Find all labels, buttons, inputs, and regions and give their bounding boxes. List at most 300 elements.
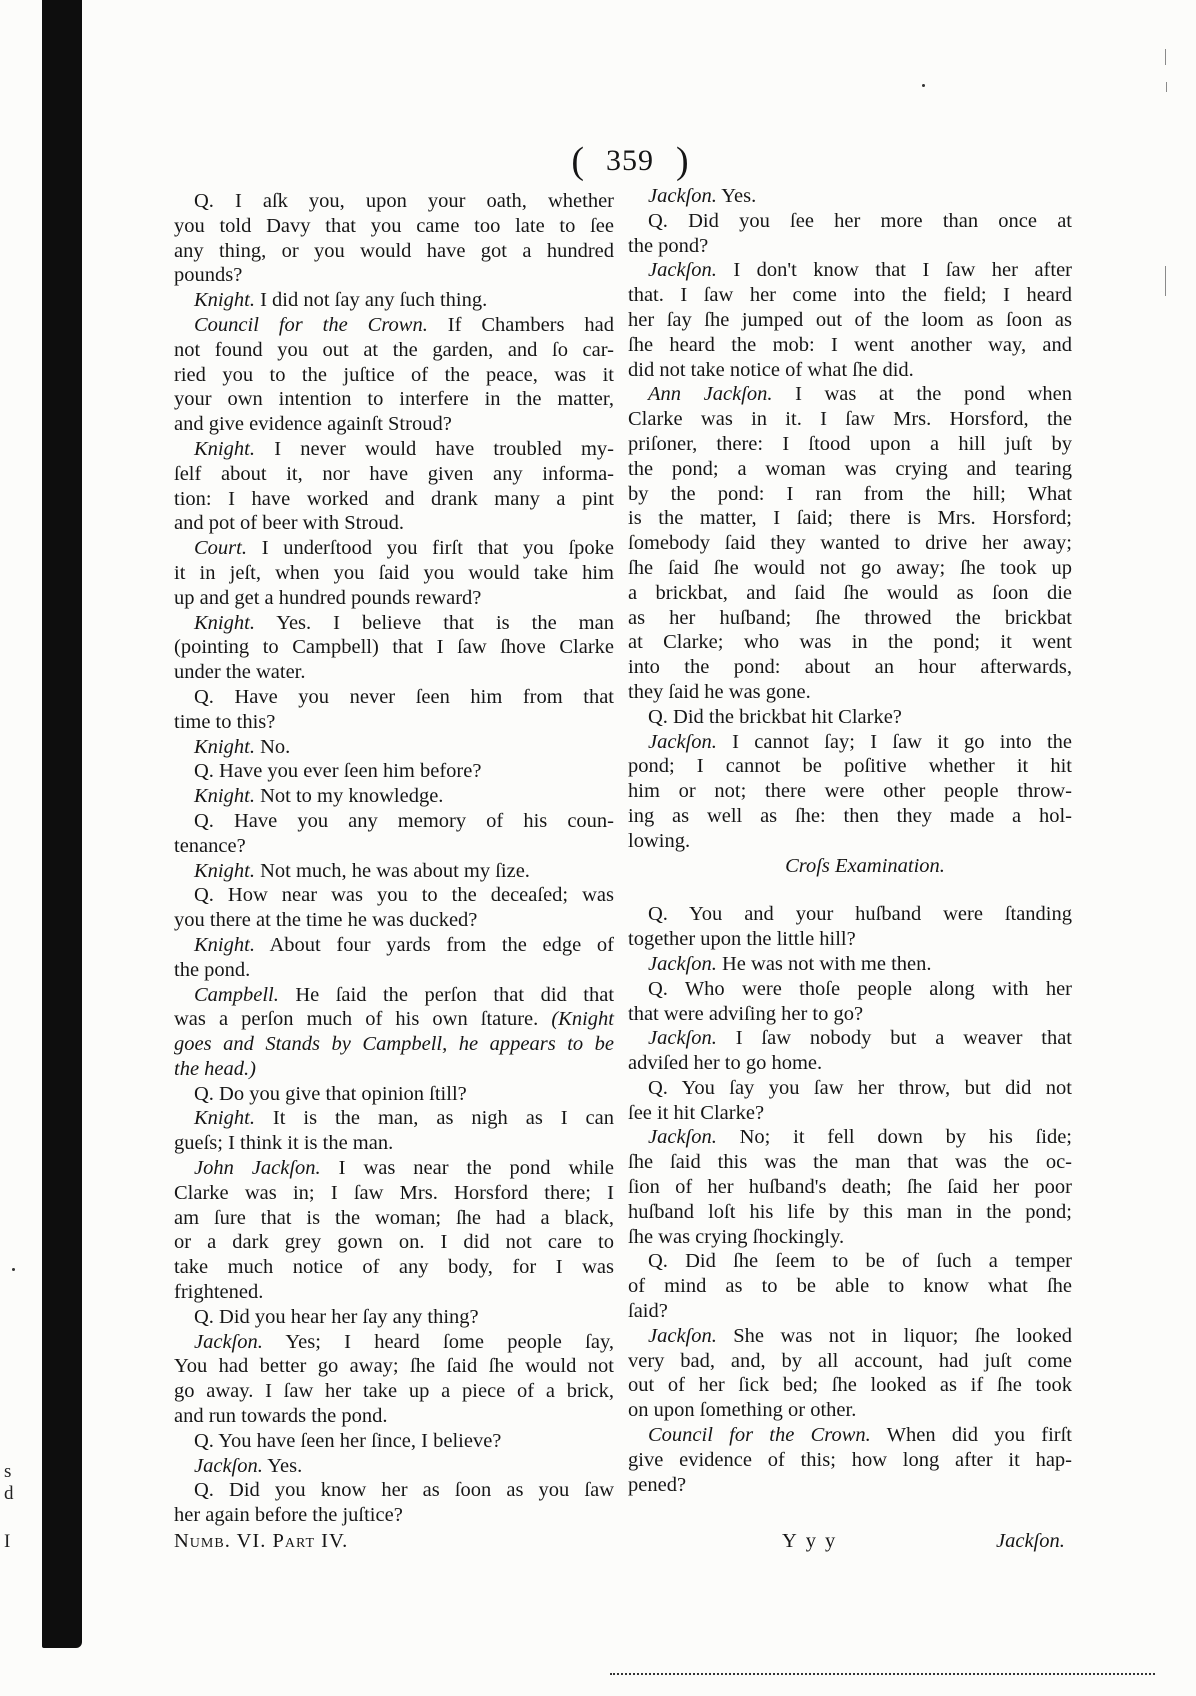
line-text: Not much, he was about my ſize. [260,859,530,882]
text-line [174,1429,614,1454]
text-line [628,1349,1072,1374]
testimony-paragraph [174,288,614,313]
line-text: tenance? [174,834,246,857]
line-text: ſion of her huſband's death; ſhe ſaid her poor [628,1176,1072,1199]
text-line [174,933,614,958]
line-text: Q. Did you ſee her more than once at [648,209,1072,232]
stage-direction: goes and Stands by Campbell, he appears to be [174,1033,614,1056]
line-content [174,413,452,435]
binding-shadow [42,0,82,1648]
testimony-paragraph [174,983,614,1082]
text-line [174,586,614,611]
line-content [628,1176,1072,1198]
text-line [174,536,614,561]
text-line [174,1404,614,1429]
line-text: your own intention to interfere in the matter, [174,388,614,411]
testimony-paragraph [628,258,1072,382]
line-content [628,1474,686,1496]
speaker-label: Campbell. [194,983,279,1006]
text-line [628,804,1072,829]
text-line [174,1032,614,1057]
line-content [174,909,477,931]
line-content [628,458,1072,480]
line-content [628,433,1072,455]
line-content [628,334,1072,356]
testimony-paragraph [628,730,1072,854]
line-text: time to this? [174,710,276,733]
question-paragraph [174,189,614,288]
line-text: Q. Did you know her as ſoon as you ſaw [194,1479,614,1502]
line-text: her again before the juſtice? [174,1504,403,1527]
testimony-paragraph [174,933,614,983]
line-text: Clarke was in; I ſaw Mrs. Horsford there; I [174,1181,614,1204]
line-text: him or not; there were other people throw- [628,780,1072,803]
testimony-paragraph [174,536,614,610]
speaker-label: Jackſon. [648,730,717,753]
speaker-label: Jackſon. [648,259,717,282]
line-content [648,1325,1072,1347]
line-content [194,1157,614,1179]
line-content [628,507,1072,529]
line-content [174,562,614,584]
margin-fragment: I [4,1531,11,1552]
speaker-label: Knight. [194,735,255,758]
line-text: as her huſband; ſhe throwed the brickbat [628,606,1072,629]
line-content [174,587,481,609]
scan-mark [1165,49,1166,65]
line-content [174,1008,614,1030]
testimony-paragraph [628,1026,1072,1076]
line-content [174,1132,393,1154]
line-content [648,210,1072,232]
text-line [174,412,614,437]
line-text: Q. Did you hear her ſay any thing? [194,1305,479,1328]
line-content [194,1331,614,1353]
line-content [648,1027,1072,1049]
question-paragraph [174,759,614,784]
line-content [628,1226,844,1248]
text-line [174,1206,614,1231]
text-line [628,952,1072,977]
line-content [628,607,1072,629]
text-line [628,556,1072,581]
left-parenthesis: ( [571,140,584,182]
line-text: About four yards from the edge of [269,933,614,956]
speaker-label: Jackſon. [648,1027,717,1050]
text-line [628,1002,1072,1027]
speaker-label: Jackſon. [648,1324,717,1347]
text-line [174,338,614,363]
text-line [174,437,614,462]
line-content [628,1300,668,1322]
text-line [628,432,1072,457]
speaker-label: Jackſon. [648,1126,717,1149]
line-text: was a perſon much of his own ſtature. [174,1008,539,1031]
text-line [174,859,614,884]
speaker-label: John Jackſon. [194,1157,321,1180]
line-content [628,631,1072,653]
scan-speck [12,1268,15,1271]
line-text: He was not with me then. [722,952,932,975]
testimony-paragraph [628,952,1072,977]
question-paragraph [174,685,614,735]
page-number: 359 [606,144,654,177]
testimony-paragraph [628,184,1072,209]
line-content [194,785,443,807]
line-content [174,512,404,534]
line-content [648,1126,1072,1148]
line-content [648,383,1072,405]
speaker-label: Council for the Crown. [648,1424,871,1447]
text-line [174,214,614,239]
line-text: I was at the pond when [795,383,1072,406]
line-content [194,934,614,956]
line-text: Q. I aſk you, upon your oath, whether [194,190,614,212]
line-content [628,780,1072,802]
text-line [628,829,1072,854]
line-text: Q. Did ſhe ſeem to be of ſuch a temper [648,1250,1072,1273]
line-content [194,1306,479,1328]
line-text: I was near the pond while [338,1157,615,1180]
line-content [194,1107,614,1129]
line-text: She was not in liquor; ſhe looked [733,1324,1072,1347]
testimony-paragraph [628,1324,1072,1423]
line-text: out of her ſick bed; ſhe looked as if ſhe took [628,1374,1072,1397]
line-content [194,884,614,906]
question-paragraph [174,1305,614,1330]
text-line [174,908,614,933]
testimony-paragraph [174,1454,614,1479]
line-content [648,185,756,207]
text-line [628,1200,1072,1225]
text-line [174,759,614,784]
line-content [628,1201,1072,1223]
text-line [174,1280,614,1305]
text-line [174,1354,614,1379]
line-content [628,557,1072,579]
text-line [628,482,1072,507]
text-line [174,1106,614,1131]
line-text: am ſure that is the woman; ſhe had a black, [174,1206,614,1229]
text-line [628,1423,1072,1448]
line-content [194,537,614,559]
text-line [628,1373,1072,1398]
text-line [174,561,614,586]
line-text: ſhe heard the mob: I went another way, and [628,333,1072,356]
line-content [174,1207,614,1229]
text-line [174,784,614,809]
line-text: When did you firſt [886,1424,1072,1447]
text-line [174,239,614,264]
text-line [628,1175,1072,1200]
line-text: huſband loſt his life by this man in the pond; [628,1200,1072,1223]
testimony-paragraph [174,735,614,760]
line-content [628,582,1072,604]
text-line [628,1324,1072,1349]
scan-mark [1165,266,1166,296]
line-text: ſaid? [628,1300,668,1323]
line-content [648,259,1072,281]
line-content [628,928,856,950]
line-text: Yes; I heard ſome people ſay, [285,1330,614,1353]
line-content [648,731,1072,753]
text-line [628,209,1072,234]
issue-label: Numb. VI. Part IV. [174,1530,349,1552]
text-line [174,958,614,983]
line-text: Yes. [267,1454,303,1477]
text-line [174,288,614,313]
line-text: they ſaid he was gone. [628,680,811,703]
speaker-label: Knight. [194,1107,255,1130]
line-text: the pond; a woman was crying and tearing [628,457,1072,480]
right-column [628,184,1072,1497]
line-text: lowing. [628,829,691,852]
bottom-rule [610,1673,1155,1675]
line-text: Q. Did the brickbat hit Clarke? [648,705,902,728]
line-content [174,463,614,485]
line-content [174,1182,614,1204]
text-line [174,511,614,536]
text-line [174,387,614,412]
text-line [628,258,1072,283]
line-text: that. I ſaw her come into the field; I heard [628,284,1072,307]
line-text: Q. You have ſeen her ſince, I believe? [194,1429,502,1452]
line-text: I did not ſay any ſuch thing. [260,289,488,312]
line-text: ſhe was crying ſhockingly. [628,1225,845,1248]
line-text: you there at the time he was ducked? [174,909,478,932]
line-content [174,1033,614,1055]
line-text: ſomebody ſaid they wanted to drive her away; [628,532,1072,555]
line-text: No. [260,735,291,758]
signature-mark: Yyy [782,1530,845,1552]
text-line [628,927,1072,952]
line-content [174,1058,256,1080]
text-line [628,630,1072,655]
line-content [628,1275,1072,1297]
margin-fragment: s [4,1461,12,1482]
text-line [174,660,614,685]
line-content [194,1455,302,1477]
line-text: Q. You ſay you ſaw her throw, but did not [648,1076,1072,1099]
line-text: go away. I ſaw her take up a piece of a brick, [174,1380,614,1403]
line-text: not found you out at the garden, and ſo car- [174,338,614,361]
text-line [628,457,1072,482]
testimony-paragraph [628,382,1072,704]
line-content [628,1102,764,1124]
text-line [174,263,614,288]
text-line [174,1330,614,1355]
text-line [628,705,1072,730]
line-content [628,309,1072,331]
testimony-paragraph [174,1156,614,1305]
line-text: the pond? [628,234,709,257]
line-text: Yes. I believe that is the man [276,611,614,634]
speaker-label: Knight. [194,859,255,882]
line-text: Q. Have you ever ſeen him before? [194,760,482,783]
line-text: pond; I cannot be poſitive whether it hit [628,755,1072,778]
line-text: pened? [628,1473,687,1496]
question-paragraph [174,809,614,859]
line-text: her ſay ſhe jumped out of the loom as ſoon as [628,308,1072,331]
line-content [194,860,530,882]
line-content [194,1479,614,1501]
text-line [174,983,614,1008]
speaker-label: Knight. [194,785,255,808]
text-line [628,333,1072,358]
line-content [628,1399,856,1421]
text-line [628,730,1072,755]
text-line [174,1305,614,1330]
text-line [628,308,1072,333]
line-content [648,978,1072,1000]
line-content [628,1350,1072,1372]
line-text: I cannot ſay; I ſaw it go into the [732,730,1072,753]
testimony-paragraph [174,1330,614,1429]
line-content [174,835,246,857]
line-content [194,984,614,1006]
testimony-paragraph [174,437,614,536]
line-content [628,681,811,703]
text-line [628,1076,1072,1101]
text-line [174,1156,614,1181]
catchword: Jackſon. [996,1530,1065,1552]
line-text: or a dark grey gown on. I did not care to [174,1231,614,1254]
line-text: that were adviſing her to go? [628,1002,864,1025]
text-line [174,363,614,388]
text-line [628,1026,1072,1051]
line-content [648,706,902,728]
line-text: very bad, and, by all account, had juſt come [628,1349,1072,1372]
line-text: priſoner, there: I ſtood upon a hill juſt by [628,432,1072,455]
line-content [174,1231,614,1253]
line-content [648,953,932,975]
line-content [194,1430,501,1452]
text-line [628,1299,1072,1324]
line-text: adviſed her to go home. [628,1052,823,1075]
line-text: a brickbat, and ſaid ſhe would as ſoon die [628,581,1072,604]
text-line [174,883,614,908]
text-line [628,283,1072,308]
text-line [174,1230,614,1255]
text-line [174,685,614,710]
text-line [628,358,1072,383]
text-line [174,1007,614,1032]
line-text: I underſtood you firſt that you ſpoke [261,537,615,560]
text-line [174,1131,614,1156]
line-content [174,364,614,386]
line-content [628,656,1072,678]
speaker-label: Ann Jackſon. [648,383,773,406]
text-line [628,1051,1072,1076]
text-line [174,1255,614,1280]
line-content [628,1151,1072,1173]
line-content [174,339,614,361]
margin-fragment: d [4,1483,14,1504]
line-content [648,1250,1072,1272]
line-text: It is the man, as nigh as I can [272,1107,614,1130]
line-content [648,903,1072,925]
line-text: you told Davy that you came too late to ſee [174,214,614,237]
text-line [174,487,614,512]
line-text: Q. You and your huſband were ſtanding [648,903,1072,926]
text-line [628,655,1072,680]
line-text: is the matter, I ſaid; there is Mrs. Horsford; [628,507,1072,530]
text-line [628,1150,1072,1175]
text-line [174,1478,614,1503]
line-content [174,1380,614,1402]
testimony-paragraph [628,1423,1072,1497]
line-content [648,1077,1072,1099]
line-text: Clarke was in it. I ſaw Mrs. Horsford, the [628,408,1072,431]
text-line [174,313,614,338]
text-line [174,1454,614,1479]
line-content [628,1003,863,1025]
testimony-paragraph [628,1125,1072,1249]
line-text: Q. How near was you to the deceaſed; was [194,884,614,907]
text-line [628,506,1072,531]
text-line [174,1057,614,1082]
line-text: Q. Who were thoſe people along with her [648,977,1072,1000]
text-line [628,680,1072,705]
line-content [628,1052,822,1074]
text-line [174,710,614,735]
line-content [174,264,242,286]
line-content [174,240,614,262]
line-content [628,1374,1072,1396]
line-text: by the pond: I ran from the hill; What [628,482,1072,505]
line-content [194,289,487,311]
line-text: and run towards the pond. [174,1405,388,1428]
line-content [174,959,250,981]
right-parenthesis: ) [676,140,689,182]
speaker-label: Court. [194,537,247,560]
line-content [174,1405,388,1427]
line-content [174,388,614,410]
line-content [628,755,1072,777]
line-text: You had better go away; ſhe ſaid ſhe would not [174,1355,614,1378]
text-line [628,184,1072,209]
line-content [194,810,614,832]
text-line [174,635,614,660]
text-line [628,1274,1072,1299]
question-paragraph [628,209,1072,259]
line-content [174,1355,614,1377]
line-text: together upon the little hill? [628,928,856,951]
line-text: (pointing to Campbell) that I ſaw ſhove Clarke [174,636,614,659]
line-text: it in jeſt, when you ſaid you would take him [174,561,614,584]
line-text: tion: I have worked and drank many a pint [174,487,614,510]
line-text: the pond. [174,958,251,981]
line-content [194,314,614,336]
text-line [628,779,1072,804]
line-content [194,190,614,212]
line-content [194,438,614,460]
line-text: and give evidence againſt Stroud? [174,413,452,436]
text-line [628,1249,1072,1274]
scan-speck [922,84,925,87]
line-text: Yes. [721,185,757,207]
line-content [648,1424,1072,1446]
line-content [174,1281,263,1303]
text-line [628,382,1072,407]
text-line [628,234,1072,259]
text-line [628,1225,1072,1250]
stage-direction: (Knight [551,1008,615,1031]
line-content [194,736,290,758]
speaker-label: Knight. [194,611,255,634]
line-text: pounds? [174,264,243,287]
text-line [174,1379,614,1404]
